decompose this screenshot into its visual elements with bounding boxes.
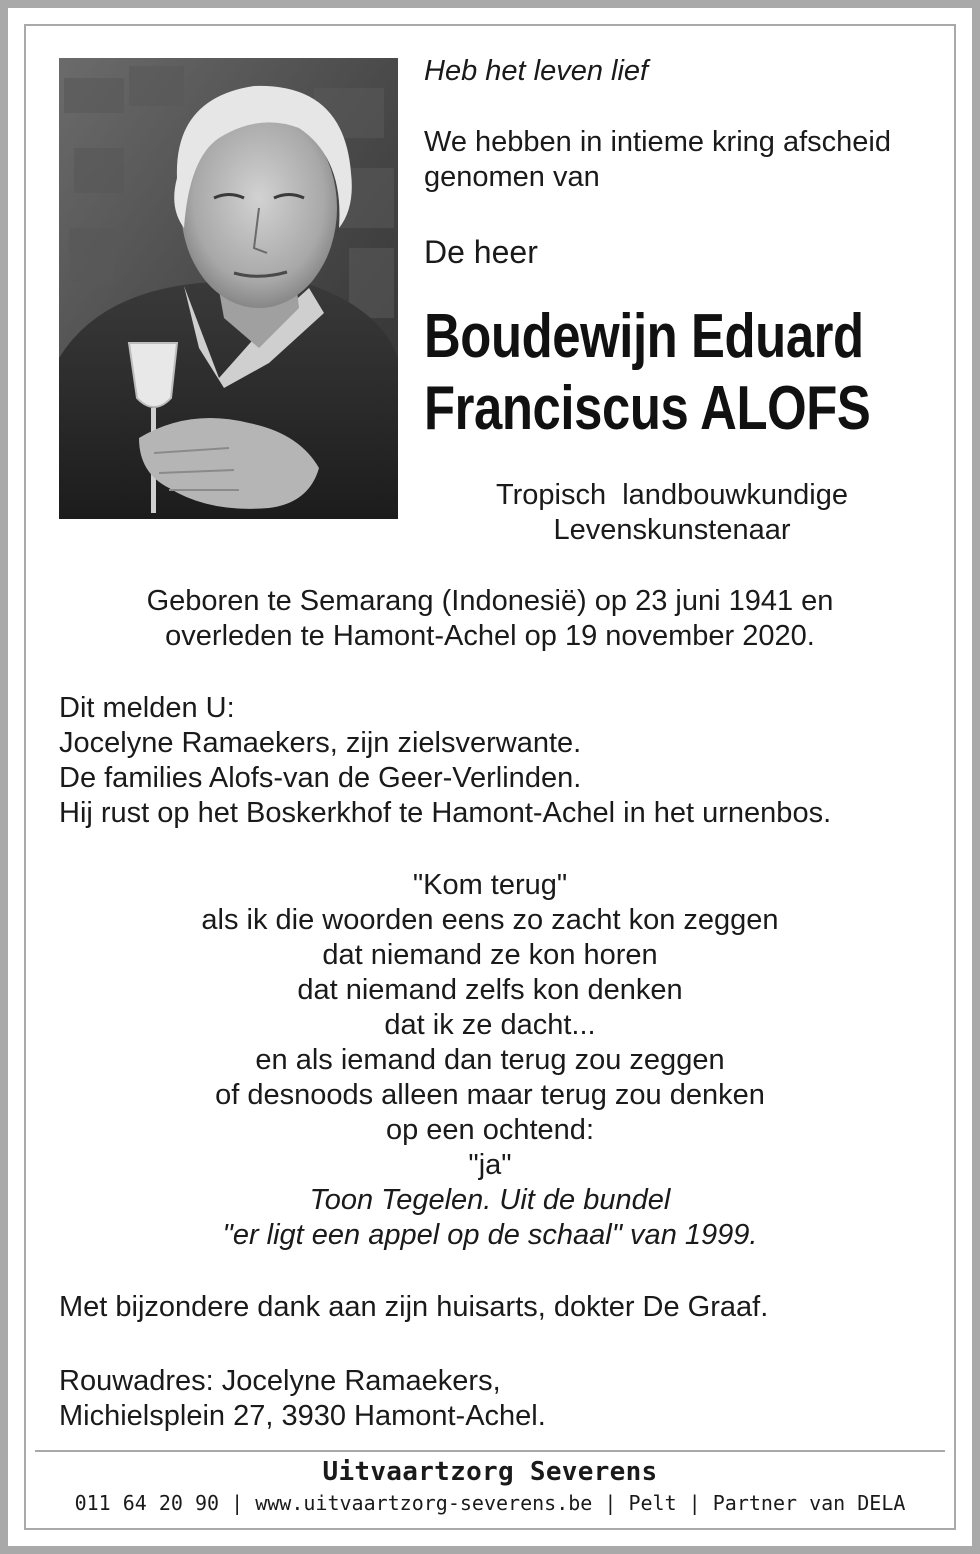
poem-line: dat ik ze dacht...: [384, 1009, 596, 1041]
death-line: overleden te Hamont-Achel op 19 november 2020.: [165, 620, 815, 652]
announcement-line: Jocelyne Ramaekers, zijn zielsverwante.: [59, 727, 582, 759]
deceased-name: [424, 301, 870, 445]
mourning-address: [59, 1364, 546, 1434]
name-line: Franciscus ALOFS: [424, 374, 871, 443]
undertaker-name: Uitvaartzorg Severens: [322, 1457, 658, 1487]
poem-line: "Kom terug": [412, 869, 568, 901]
profession: [424, 478, 920, 548]
address-line: Rouwadres: Jocelyne Ramaekers,: [59, 1365, 501, 1397]
poem-credit: Toon Tegelen. Uit de bundel: [309, 1184, 671, 1216]
poem-line: en als iemand dan terug zou zeggen: [255, 1044, 725, 1076]
announcement-line: Hij rust op het Boskerkhof te Hamont-Achel in het urnenbos.: [59, 797, 832, 829]
announcement-line: Dit melden U:: [59, 692, 235, 724]
profession-line: Levenskunstenaar: [553, 514, 791, 546]
intro-line: We hebben in intieme kring afscheid: [424, 126, 891, 158]
thanks-text: Met bijzondere dank aan zijn huisarts, dokter De Graaf.: [59, 1291, 769, 1323]
intro-text: [424, 125, 891, 195]
poem-line: dat niemand ze kon horen: [322, 939, 658, 971]
poem-line: of desnoods alleen maar terug zou denken: [215, 1079, 765, 1111]
poem-line: "ja": [468, 1149, 512, 1181]
announcement: [59, 691, 831, 831]
motto: Heb het leven lief: [424, 55, 649, 87]
birth-death-info: [34, 584, 946, 654]
address-line: Michielsplein 27, 3930 Hamont-Achel.: [59, 1400, 546, 1432]
poem-line: als ik die woorden eens zo zacht kon zeggen: [201, 904, 779, 936]
poem-line: op een ochtend:: [385, 1114, 594, 1146]
poem: [34, 868, 946, 1253]
name-line: Boudewijn Eduard: [424, 302, 864, 371]
birth-line: Geboren te Semarang (Indonesië) op 23 juni 1941 en: [146, 585, 834, 617]
profession-line: Tropisch landbouwkundige: [496, 479, 848, 511]
poem-credit: "er ligt een appel op de schaal" van 1999.: [222, 1219, 758, 1251]
title-prefix: De heer: [424, 234, 538, 270]
intro-line: genomen van: [424, 161, 600, 193]
undertaker-contact: 011 64 20 90 | www.uitvaartzorg-severens.be | Pelt | Partner van DELA: [74, 1491, 906, 1515]
announcement-line: De families Alofs-van de Geer-Verlinden.: [59, 762, 582, 794]
poem-line: dat niemand zelfs kon denken: [297, 974, 683, 1006]
portrait-photo: [59, 58, 398, 519]
divider: [35, 1450, 945, 1452]
